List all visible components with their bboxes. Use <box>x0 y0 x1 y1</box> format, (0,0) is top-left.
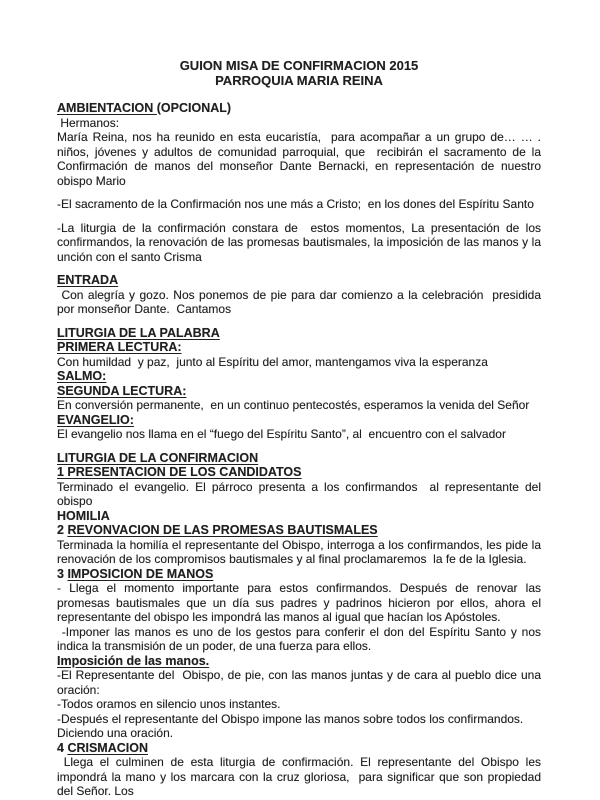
spacer <box>57 317 541 326</box>
spacer <box>57 188 541 197</box>
heading-renovacion-text: REVONVACION DE LAS PROMESAS BAUTISMALES <box>67 523 378 537</box>
paragraph-primera-lectura: Con humildad y paz, junto al Espíritu del amor, mantengamos viva la esperanza <box>57 354 488 369</box>
heading-crismacion-text: CRISMACION <box>67 740 148 755</box>
paragraph-imposicion-5: -Después el representante del Obispo impone las manos sobre todos los confirmandos. <box>57 711 524 726</box>
heading-ambientacion-opcional: (OPCIONAL) <box>156 101 232 115</box>
heading-imposicion-number: 3 <box>57 566 68 581</box>
heading-entrada <box>57 273 541 288</box>
spacer <box>57 442 541 451</box>
heading-ambientacion <box>57 101 541 116</box>
paragraph-imposicion-6: Diciendo una oración. <box>57 726 174 740</box>
paragraph-sacramento: -El sacramento de la Confirmación nos une más a Cristo; en los dones del Espíritu Santo <box>57 197 534 211</box>
paragraph-presentacion: Terminado el evangelio. El párroco presenta a los confirmandos al representante del obispo <box>57 479 545 508</box>
paragraph-crismacion: Llega el culminen de esta liturgia de confirmación. El representante del Obispo les impondrá la mano y los marcara con la cruz gloriosa, para significar que son propiedad del Señor. Los <box>57 755 545 798</box>
heading-presentacion-candidatos <box>57 465 541 480</box>
heading-primera-lectura <box>57 340 541 355</box>
heading-imposicion-manos <box>57 567 541 582</box>
paragraph-ambientacion-intro: María Reina, nos ha reunido en esta eucaristía, para acompañar a un grupo de… … . niños, jóvenes y adultos de comunidad parroquial, que recibirán el sacramento de la Confirmación de manos del monseñor Dante Bernacki, en representación de nuestro obispo Mario <box>57 130 545 188</box>
paragraph-momentos: -La liturgia de la confirmación constara de estos momentos, La presentación de los confirmandos, la renovación de las promesas bautismales, la imposición de las manos y la unción con el santo Crisma <box>57 220 545 264</box>
heading-liturgia-palabra-text: LITURGIA DE LA PALABRA <box>57 325 220 340</box>
heading-homilia: HOMILIA <box>57 508 110 523</box>
spacer <box>57 264 541 273</box>
heading-crismacion-number: 4 <box>57 740 68 755</box>
heading-presentacion-candidatos-text: 1 PRESENTACION DE LOS CANDIDATOS <box>57 465 302 479</box>
heading-ambientacion-underlined: AMBIENTACION <box>57 101 157 115</box>
heading-salmo-text: SALMO: <box>57 369 107 383</box>
heading-liturgia-confirmacion-text: LITURGIA DE LA CONFIRMACION <box>57 450 259 465</box>
heading-imposicion-de-las-manos <box>57 654 541 669</box>
paragraph-renovacion: Terminada la homilía el representante del Obispo, interroga a los confirmandos, les pide la renovación de los compromisos bautismales y al final proclamaremos la fe de la Iglesia. <box>57 537 545 566</box>
heading-liturgia-confirmacion <box>57 451 541 466</box>
spacer <box>57 212 541 221</box>
heading-evangelio-text: EVANGELIO: <box>57 412 134 427</box>
heading-renovacion-number: 2 <box>57 523 68 537</box>
paragraph-entrada: Con alegría y gozo. Nos ponemos de pie para dar comienzo a la celebración presidida por monseñor Dante. Cantamos <box>57 287 545 316</box>
paragraph-imposicion-4: -Todos oramos en silencio unos instantes. <box>57 697 281 711</box>
heading-primera-lectura-text: PRIMERA LECTURA: <box>57 340 182 354</box>
paragraph-imposicion-1: - Llega el momento importante para estos confirmandos. Después de renovar las promesas bautismales que un día sus padres y padrinos hicieron por ellos, ahora el representante del obispo les impondrá las manos al igual que hacían los Apóstoles. <box>57 581 545 624</box>
heading-entrada-text: ENTRADA <box>57 273 119 287</box>
heading-imposicion-text: IMPOSICION DE MANOS <box>67 566 214 581</box>
heading-salmo <box>57 369 541 384</box>
page-title-line1: GUION MISA DE CONFIRMACION 2015 <box>179 58 419 73</box>
paragraph-salutation: Hermanos: <box>57 115 120 130</box>
paragraph-imposicion-2: -Imponer las manos es uno de los gestos para conferir el don del Espíritu Santo y nos indica la transmisión de un poder, de una fuerza para ellos. <box>57 624 545 653</box>
paragraph-imposicion-3: -El Representante del Obispo, de pie, con las manos juntas y de cara al pueblo dice una oración: <box>57 668 545 697</box>
heading-liturgia-palabra <box>57 326 541 341</box>
heading-evangelio <box>57 413 541 428</box>
heading-imposicion-de-las-manos-text: Imposición de las manos. <box>57 653 210 668</box>
heading-segunda-lectura-text: SEGUNDA LECTURA: <box>57 383 187 398</box>
heading-crismacion <box>57 741 541 756</box>
heading-renovacion-promesas <box>57 523 541 538</box>
paragraph-evangelio: El evangelio nos llama en el “fuego del Espíritu Santo”, al encuentro con el salvador <box>57 427 506 441</box>
heading-segunda-lectura <box>57 384 541 399</box>
paragraph-segunda-lectura: En conversión permanente, en un continuo pentecostés, esperamos la venida del Señor <box>57 398 530 412</box>
document-title-block <box>57 58 541 88</box>
page-title-line2: PARROQUIA MARIA REINA <box>215 73 383 88</box>
